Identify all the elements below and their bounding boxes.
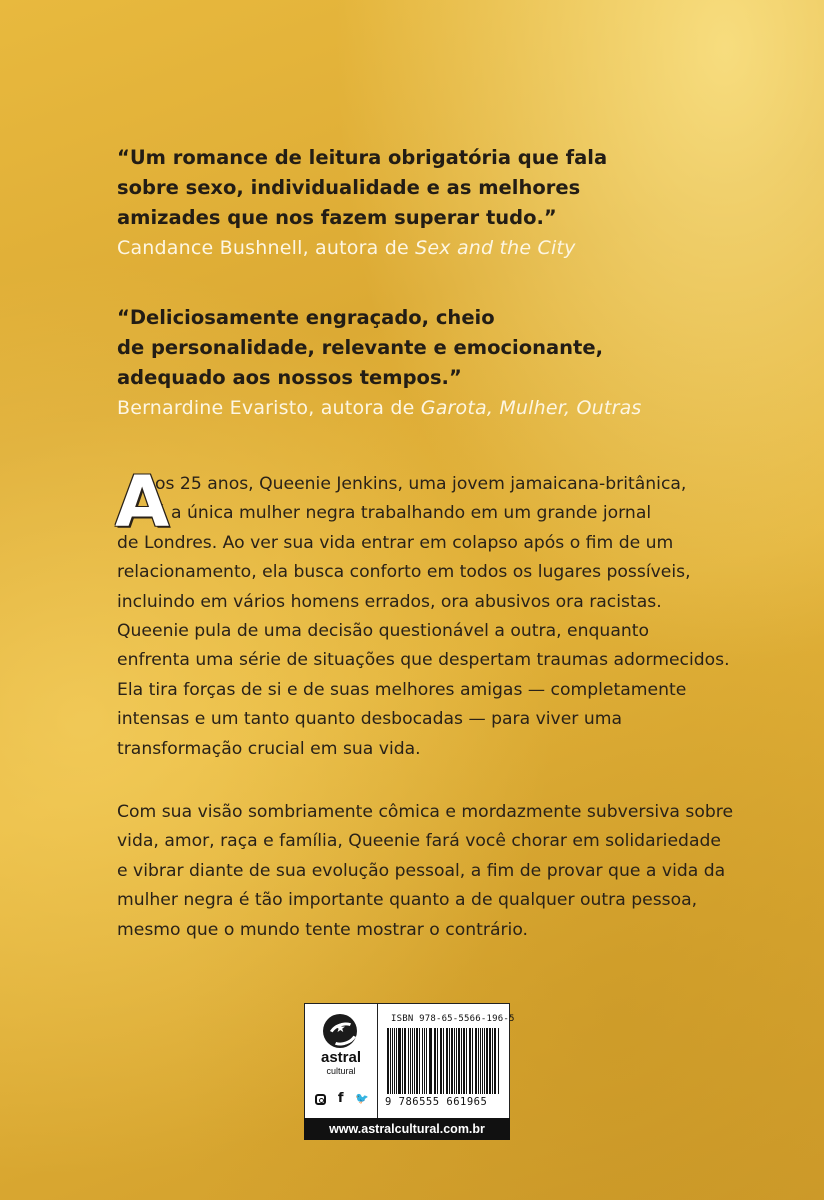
paragraph-line: os 25 anos, Queenie Jenkins, uma jovem jamaicana-britânica,	[155, 474, 687, 494]
barcode-stripe	[484, 1028, 485, 1094]
barcode-stripe	[494, 1028, 495, 1094]
facebook-icon: f	[337, 1091, 344, 1106]
barcode-stripe	[464, 1028, 465, 1094]
barcode-stripe	[417, 1028, 418, 1094]
barcode-stripe	[412, 1028, 413, 1094]
barcode-stripe	[487, 1028, 488, 1094]
quote-line: adequado aos nossos tempos.”	[117, 366, 462, 389]
barcode-stripe	[478, 1028, 479, 1094]
barcode-stripe	[399, 1028, 401, 1094]
paragraph-line: vida, amor, raça e família, Queenie fará você chorar em solidariedade	[117, 831, 721, 852]
barcode-stripe	[435, 1028, 436, 1094]
paragraph-line: relacionamento, ela busca conforto em todos os lugares possíveis,	[117, 562, 691, 583]
barcode-stripe	[430, 1028, 431, 1094]
synopsis-paragraph-2	[117, 798, 737, 945]
barcode-bars	[387, 1028, 499, 1094]
barcode-stripe	[394, 1028, 395, 1094]
instagram-icon	[315, 1094, 326, 1105]
barcode-stripe	[419, 1028, 420, 1094]
paragraph-line: de Londres. Ao ver sua vida entrar em colapso após o fim de um	[117, 532, 674, 553]
quote-bernardine-evaristo	[117, 303, 717, 423]
barcode-stripe	[431, 1028, 432, 1094]
barcode-stripe	[466, 1028, 467, 1094]
barcode-stripe	[472, 1028, 474, 1094]
quote-line: de personalidade, relevante e emocionante,	[117, 336, 603, 359]
drop-cap: A	[115, 461, 170, 543]
quote-line: “Um romance de leitura obrigatória que fala	[117, 146, 608, 169]
paragraph-line: mulher negra é tão importante quanto a de qualquer outra pessoa,	[117, 890, 698, 911]
paragraph-line: Com sua visão sombriamente cômica e mordazmente subversiva sobre	[117, 802, 734, 822]
barcode-stripe	[495, 1028, 496, 1094]
paragraph-line: Ela tira forças de si e de suas melhores amigas — completamente	[117, 679, 687, 700]
publisher-website: www.astralcultural.com.br	[304, 1118, 510, 1140]
barcode-box	[304, 1003, 515, 1119]
barcode-stripe	[390, 1028, 391, 1094]
publisher-brand-sub: cultural	[326, 1066, 356, 1076]
barcode-stripe	[489, 1028, 491, 1094]
barcode-stripe	[476, 1028, 477, 1094]
barcode-stripe	[443, 1028, 444, 1094]
quote-attribution	[117, 393, 717, 423]
barcode-stripe	[424, 1028, 426, 1094]
astral-logo-icon: ★	[323, 1014, 357, 1048]
paragraph-line: transformação crucial em sua vida.	[117, 738, 421, 759]
barcode-stripe	[449, 1028, 450, 1094]
attribution-prefix: Bernardine Evaristo, autora de	[117, 397, 421, 419]
twitter-icon: 🐦	[355, 1092, 369, 1105]
attribution-prefix: Candance Bushnell, autora de	[117, 237, 416, 259]
paragraph-line: incluindo em vários homens errados, ora abusivos ora racistas.	[117, 591, 662, 612]
barcode-stripe	[447, 1028, 448, 1094]
publisher-brand: astral	[320, 1049, 362, 1066]
barcode-stripe	[452, 1028, 453, 1094]
isbn-label: ISBN 978-65-5566-196-5	[391, 1014, 515, 1024]
barcode-stripe	[405, 1028, 406, 1094]
barcode-stripe	[458, 1028, 460, 1094]
social-icons	[315, 1092, 369, 1106]
barcode-stripe	[461, 1028, 462, 1094]
paragraph-line: intensas e um tanto quanto desbocadas — para viver uma	[117, 709, 623, 730]
barcode-stripe	[408, 1028, 409, 1094]
attribution-work: Garota, Mulher, Outras	[420, 397, 642, 419]
barcode-stripe	[402, 1028, 403, 1094]
quote-line: amizades que nos fazem superar tudo.”	[117, 206, 557, 229]
paragraph-line: e vibrar diante de sua evolução pessoal, a fim de provar que a vida da	[117, 860, 726, 881]
synopsis-paragraph-1	[115, 461, 737, 764]
publisher-logo	[305, 1004, 378, 1118]
barcode-stripe	[388, 1028, 389, 1094]
quote-attribution	[117, 233, 717, 263]
barcode-stripe	[470, 1028, 471, 1094]
attribution-work: Sex and the City	[415, 237, 576, 259]
quote-line: “Deliciosamente engraçado, cheio	[117, 306, 495, 329]
ean-digits: 9 786555 661965	[385, 1096, 488, 1108]
barcode-stripe	[498, 1028, 499, 1094]
barcode-stripe	[396, 1028, 397, 1094]
paragraph-line: é a única mulher negra trabalhando em um grande jornal	[155, 503, 652, 524]
barcode-stripe	[426, 1028, 427, 1094]
paragraph-line: enfrenta uma série de situações que despertam traumas adormecidos.	[117, 650, 730, 671]
paragraph-line: Queenie pula de uma decisão questionável a outra, enquanto	[117, 621, 649, 642]
paragraph-line: mesmo que o mundo tente mostrar o contrário.	[117, 919, 528, 940]
quote-line: sobre sexo, individualidade e as melhores	[117, 176, 581, 199]
quote-candance-bushnell	[117, 143, 717, 263]
barcode-stripe	[441, 1028, 442, 1094]
barcode-stripe	[454, 1028, 455, 1094]
barcode-stripe	[482, 1028, 483, 1094]
barcode-stripe	[414, 1028, 415, 1094]
barcode-stripe	[437, 1028, 439, 1094]
